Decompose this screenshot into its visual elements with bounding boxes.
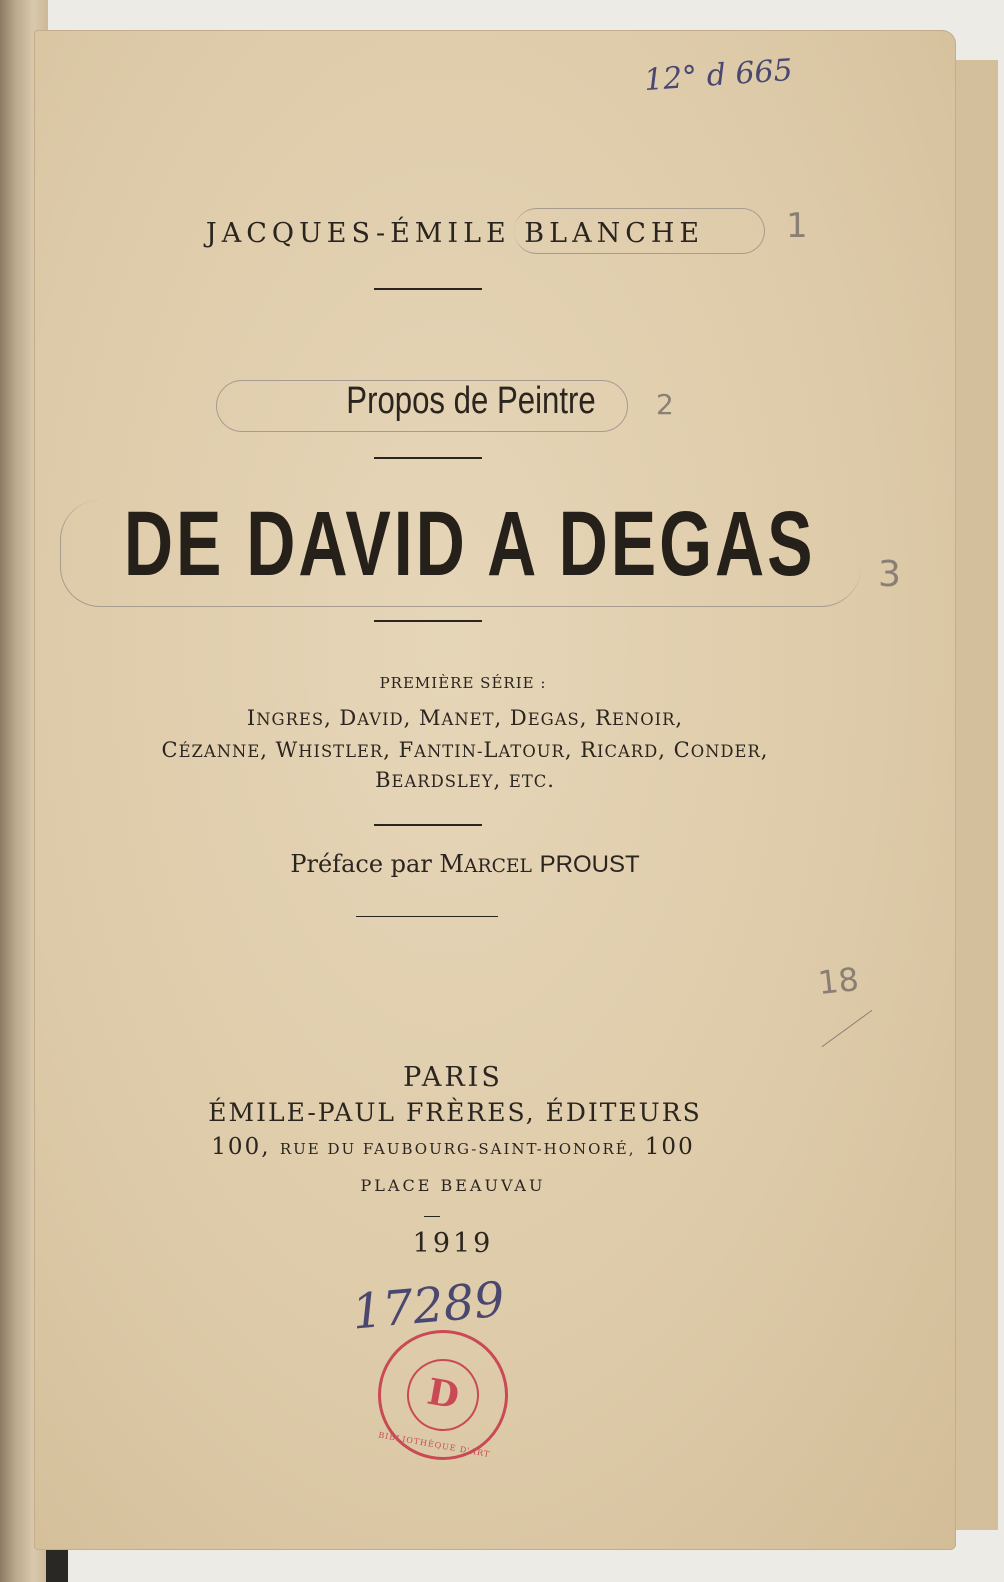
- pencil-mark-18: 18: [816, 959, 861, 1003]
- title-page: [34, 30, 956, 1550]
- painters-line-2: CÉZANNE, WHISTLER, FANTIN-LATOUR, RICARD, CONDER,: [161, 738, 769, 762]
- rule-4: [374, 824, 482, 826]
- stamp-ring-text: BIBLIOTHÈQUE D'ART: [377, 1430, 491, 1460]
- pencil-bracket-title: [60, 500, 861, 607]
- pencil-mark-1: 1: [786, 206, 808, 246]
- library-stamp: [368, 1320, 519, 1471]
- stamp-letter: D: [424, 1370, 463, 1418]
- rule-3: [374, 620, 482, 622]
- imprint-city: PARIS: [403, 1062, 503, 1093]
- painters-line-3: BEARDSLEY, ETC.: [375, 768, 555, 792]
- series-label: PREMIÈRE SÉRIE :: [379, 674, 547, 692]
- painters-line-1: INGRES, DAVID, MANET, DEGAS, RENOIR,: [246, 706, 684, 730]
- author-name: JACQUES-ÉMILE BLANCHE: [205, 218, 705, 249]
- imprint-address: 100, RUE DU FAUBOURG-SAINT-HONORÉ, 100: [211, 1134, 695, 1160]
- rule-6: [424, 1216, 440, 1217]
- subtitle: Propos de Peintre: [346, 380, 596, 422]
- main-title: DE DAVID A DEGAS: [123, 493, 816, 595]
- imprint-publisher: ÉMILE-PAUL FRÈRES, ÉDITEURS: [208, 1098, 702, 1127]
- imprint-place: PLACE BEAUVAU: [360, 1176, 546, 1195]
- pencil-slash: [822, 1010, 873, 1047]
- pencil-bracket-author: [514, 208, 765, 254]
- rule-2: [374, 457, 482, 459]
- accession-number: 17289: [349, 1271, 507, 1341]
- imprint-year: 1919: [412, 1228, 494, 1259]
- rule-5: [356, 916, 498, 917]
- call-number: 12° d 665: [642, 52, 794, 99]
- preface-surname: PROUST: [539, 851, 640, 878]
- preface-line: Préface par MARCEL PROUST: [290, 850, 640, 878]
- pencil-bracket-subtitle: [216, 380, 628, 432]
- pencil-mark-3: 3: [878, 554, 901, 595]
- rule-1: [374, 288, 482, 290]
- pencil-mark-2: 2: [656, 388, 674, 421]
